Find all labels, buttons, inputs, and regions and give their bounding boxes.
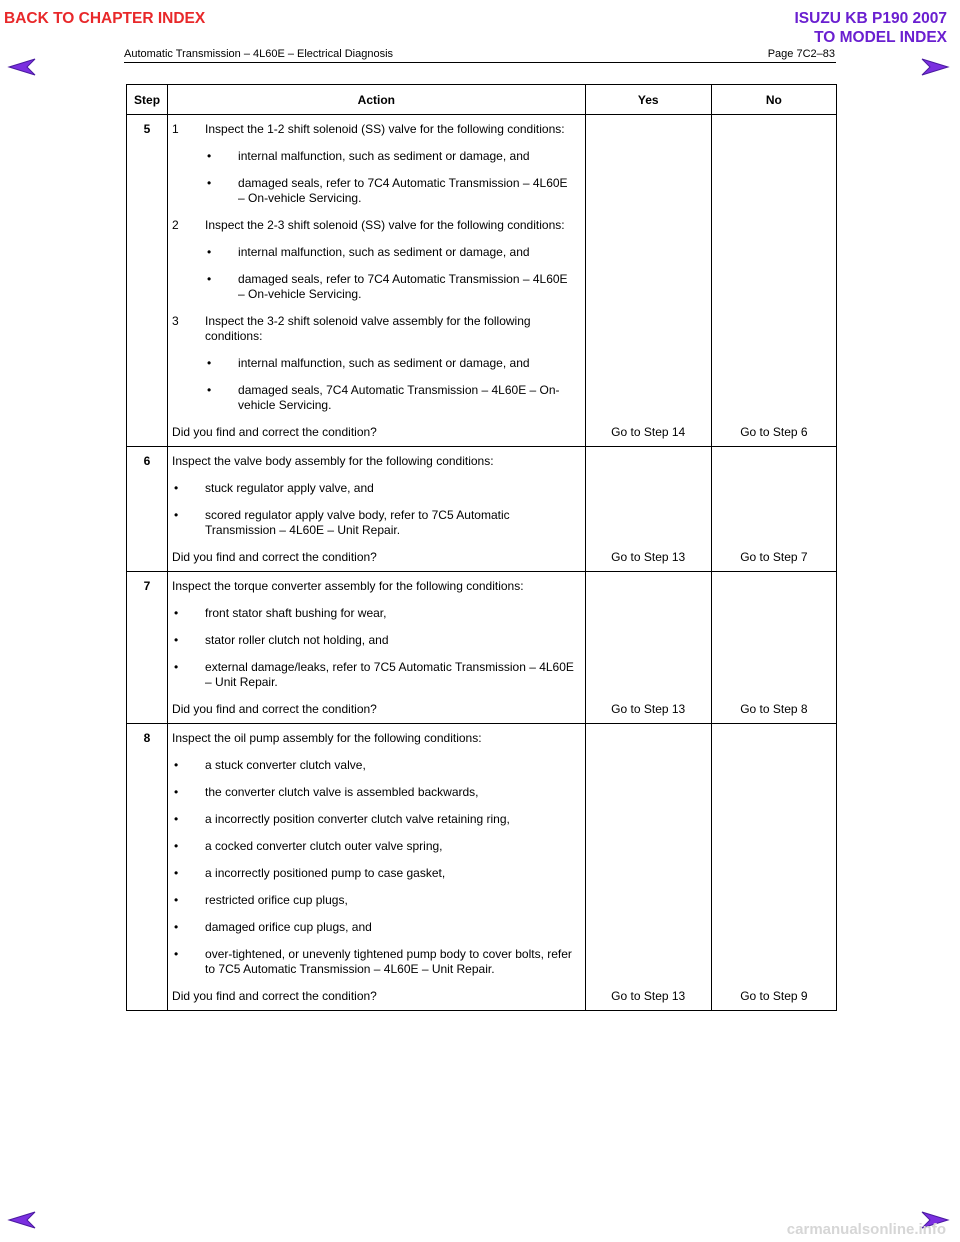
list-item	[205, 149, 577, 164]
list-item	[172, 920, 577, 935]
table-row	[127, 572, 837, 724]
step-number: 6	[127, 447, 168, 572]
bullet-icon: •	[174, 866, 179, 880]
intro-text: Inspect the oil pump assembly for the following conditions:	[172, 731, 482, 745]
no-action: Go to Step 8	[711, 572, 836, 724]
bullet-text: front stator shaft bushing for wear,	[205, 606, 387, 620]
item-text: Inspect the 1-2 shift solenoid (SS) valve for the following conditions:	[205, 122, 565, 136]
step-action	[168, 724, 586, 1011]
step-intro	[172, 731, 577, 746]
prev-page-bottom-arrow-icon[interactable]	[7, 1210, 37, 1230]
table-row	[127, 115, 837, 447]
no-action: Go to Step 9	[711, 724, 836, 1011]
bullet-icon: •	[207, 272, 212, 286]
step-question: Did you find and correct the condition?	[172, 550, 377, 564]
step-number: 5	[127, 115, 168, 447]
header-no: No	[711, 85, 836, 115]
list-item	[172, 606, 577, 621]
item-number: 2	[172, 218, 179, 232]
header-action: Action	[168, 85, 586, 115]
bullet-icon: •	[207, 383, 212, 397]
bullet-icon: •	[207, 245, 212, 259]
model-title-link[interactable]: ISUZU KB P190 2007	[794, 10, 947, 27]
bullet-icon: •	[174, 920, 179, 934]
bullet-icon: •	[174, 508, 179, 522]
bullet-text: stator roller clutch not holding, and	[205, 633, 389, 647]
bullet-icon: •	[174, 839, 179, 853]
bullet-icon: •	[174, 785, 179, 799]
bullet-text: restricted orifice cup plugs,	[205, 893, 348, 907]
diagnostic-table	[126, 84, 837, 1011]
table-row	[127, 724, 837, 1011]
list-item	[172, 947, 577, 977]
list-item	[172, 481, 577, 496]
bullet-text: internal malfunction, such as sediment or damage, and	[238, 356, 530, 370]
bullet-icon: •	[174, 660, 179, 674]
bullet-text: damaged seals, refer to 7C4 Automatic Transmission – 4L60E – On-vehicle Servicing.	[238, 272, 568, 301]
prev-page-arrow-icon[interactable]	[7, 57, 37, 77]
step-number: 7	[127, 572, 168, 724]
no-action: Go to Step 6	[711, 115, 836, 447]
next-page-arrow-icon[interactable]	[920, 57, 950, 77]
bullet-text: scored regulator apply valve body, refer to 7C5 Automatic Transmission – 4L60E – Unit Repair.	[205, 508, 510, 537]
header-divider	[124, 62, 836, 63]
bullet-icon: •	[174, 481, 179, 495]
bullet-text: internal malfunction, such as sediment or damage, and	[238, 245, 530, 259]
bullet-icon: •	[174, 633, 179, 647]
yes-action: Go to Step 14	[585, 115, 711, 447]
header-yes: Yes	[585, 85, 711, 115]
list-item	[205, 272, 577, 302]
table-row	[127, 447, 837, 572]
numbered-item	[172, 218, 577, 233]
yes-action: Go to Step 13	[585, 447, 711, 572]
bullet-icon: •	[207, 356, 212, 370]
section-title: Automatic Transmission – 4L60E – Electrical Diagnosis	[124, 48, 394, 60]
list-item	[172, 508, 577, 538]
bullet-text: damaged seals, 7C4 Automatic Transmission – 4L60E – On-vehicle Servicing.	[238, 383, 560, 412]
header-step: Step	[127, 85, 168, 115]
page-number: Page 7C2–83	[767, 48, 835, 60]
step-question: Did you find and correct the condition?	[172, 425, 377, 439]
bullet-text: a stuck converter clutch valve,	[205, 758, 366, 772]
bullet-icon: •	[207, 149, 212, 163]
no-action: Go to Step 7	[711, 447, 836, 572]
bullet-text: damaged orifice cup plugs, and	[205, 920, 372, 934]
step-action	[168, 447, 586, 572]
item-text: Inspect the 2-3 shift solenoid (SS) valve for the following conditions:	[205, 218, 565, 232]
intro-text: Inspect the valve body assembly for the following conditions:	[172, 454, 494, 468]
list-item	[172, 633, 577, 648]
item-text: Inspect the 3-2 shift solenoid valve assembly for the following conditions:	[205, 314, 531, 343]
bullet-text: the converter clutch valve is assembled backwards,	[205, 785, 479, 799]
table-header-row	[127, 85, 837, 115]
bullet-icon: •	[174, 606, 179, 620]
step-action	[168, 115, 586, 447]
bullet-icon: •	[207, 176, 212, 190]
bullet-text: external damage/leaks, refer to 7C5 Automatic Transmission – 4L60E – Unit Repair.	[205, 660, 574, 689]
site-watermark: carmanualsonline.info	[786, 1221, 946, 1238]
model-index-link[interactable]: TO MODEL INDEX	[814, 29, 947, 46]
bullet-text: a incorrectly positioned pump to case gasket,	[205, 866, 446, 880]
list-item	[172, 660, 577, 690]
bullet-text: a cocked converter clutch outer valve spring,	[205, 839, 443, 853]
bullet-icon: •	[174, 947, 179, 961]
numbered-item	[172, 122, 577, 137]
bullet-text: over-tightened, or unevenly tightened pump body to cover bolts, refer to 7C5 Automatic Transmission – 4L60E – Unit Repair.	[205, 947, 572, 976]
bullet-text: stuck regulator apply valve, and	[205, 481, 374, 495]
bullet-icon: •	[174, 893, 179, 907]
bullet-text: damaged seals, refer to 7C4 Automatic Transmission – 4L60E – On-vehicle Servicing.	[238, 176, 568, 205]
list-item	[172, 839, 577, 854]
bullet-icon: •	[174, 758, 179, 772]
step-question: Did you find and correct the condition?	[172, 702, 377, 716]
item-number: 3	[172, 314, 179, 328]
item-number: 1	[172, 122, 179, 136]
back-to-chapter-index-link[interactable]: BACK TO CHAPTER INDEX	[4, 10, 206, 27]
list-item	[205, 356, 577, 371]
step-number: 8	[127, 724, 168, 1011]
list-item	[205, 383, 577, 413]
yes-action: Go to Step 13	[585, 724, 711, 1011]
list-item	[172, 866, 577, 881]
list-item	[172, 785, 577, 800]
list-item	[205, 176, 577, 206]
bullet-text: internal malfunction, such as sediment or damage, and	[238, 149, 530, 163]
list-item	[172, 758, 577, 773]
list-item	[172, 893, 577, 908]
yes-action: Go to Step 13	[585, 572, 711, 724]
list-item	[205, 245, 577, 260]
step-intro	[172, 579, 577, 594]
list-item	[172, 812, 577, 827]
bullet-icon: •	[174, 812, 179, 826]
step-question: Did you find and correct the condition?	[172, 989, 377, 1003]
numbered-item	[172, 314, 577, 344]
step-intro	[172, 454, 577, 469]
step-action	[168, 572, 586, 724]
intro-text: Inspect the torque converter assembly for the following conditions:	[172, 579, 524, 593]
bullet-text: a incorrectly position converter clutch valve retaining ring,	[205, 812, 510, 826]
